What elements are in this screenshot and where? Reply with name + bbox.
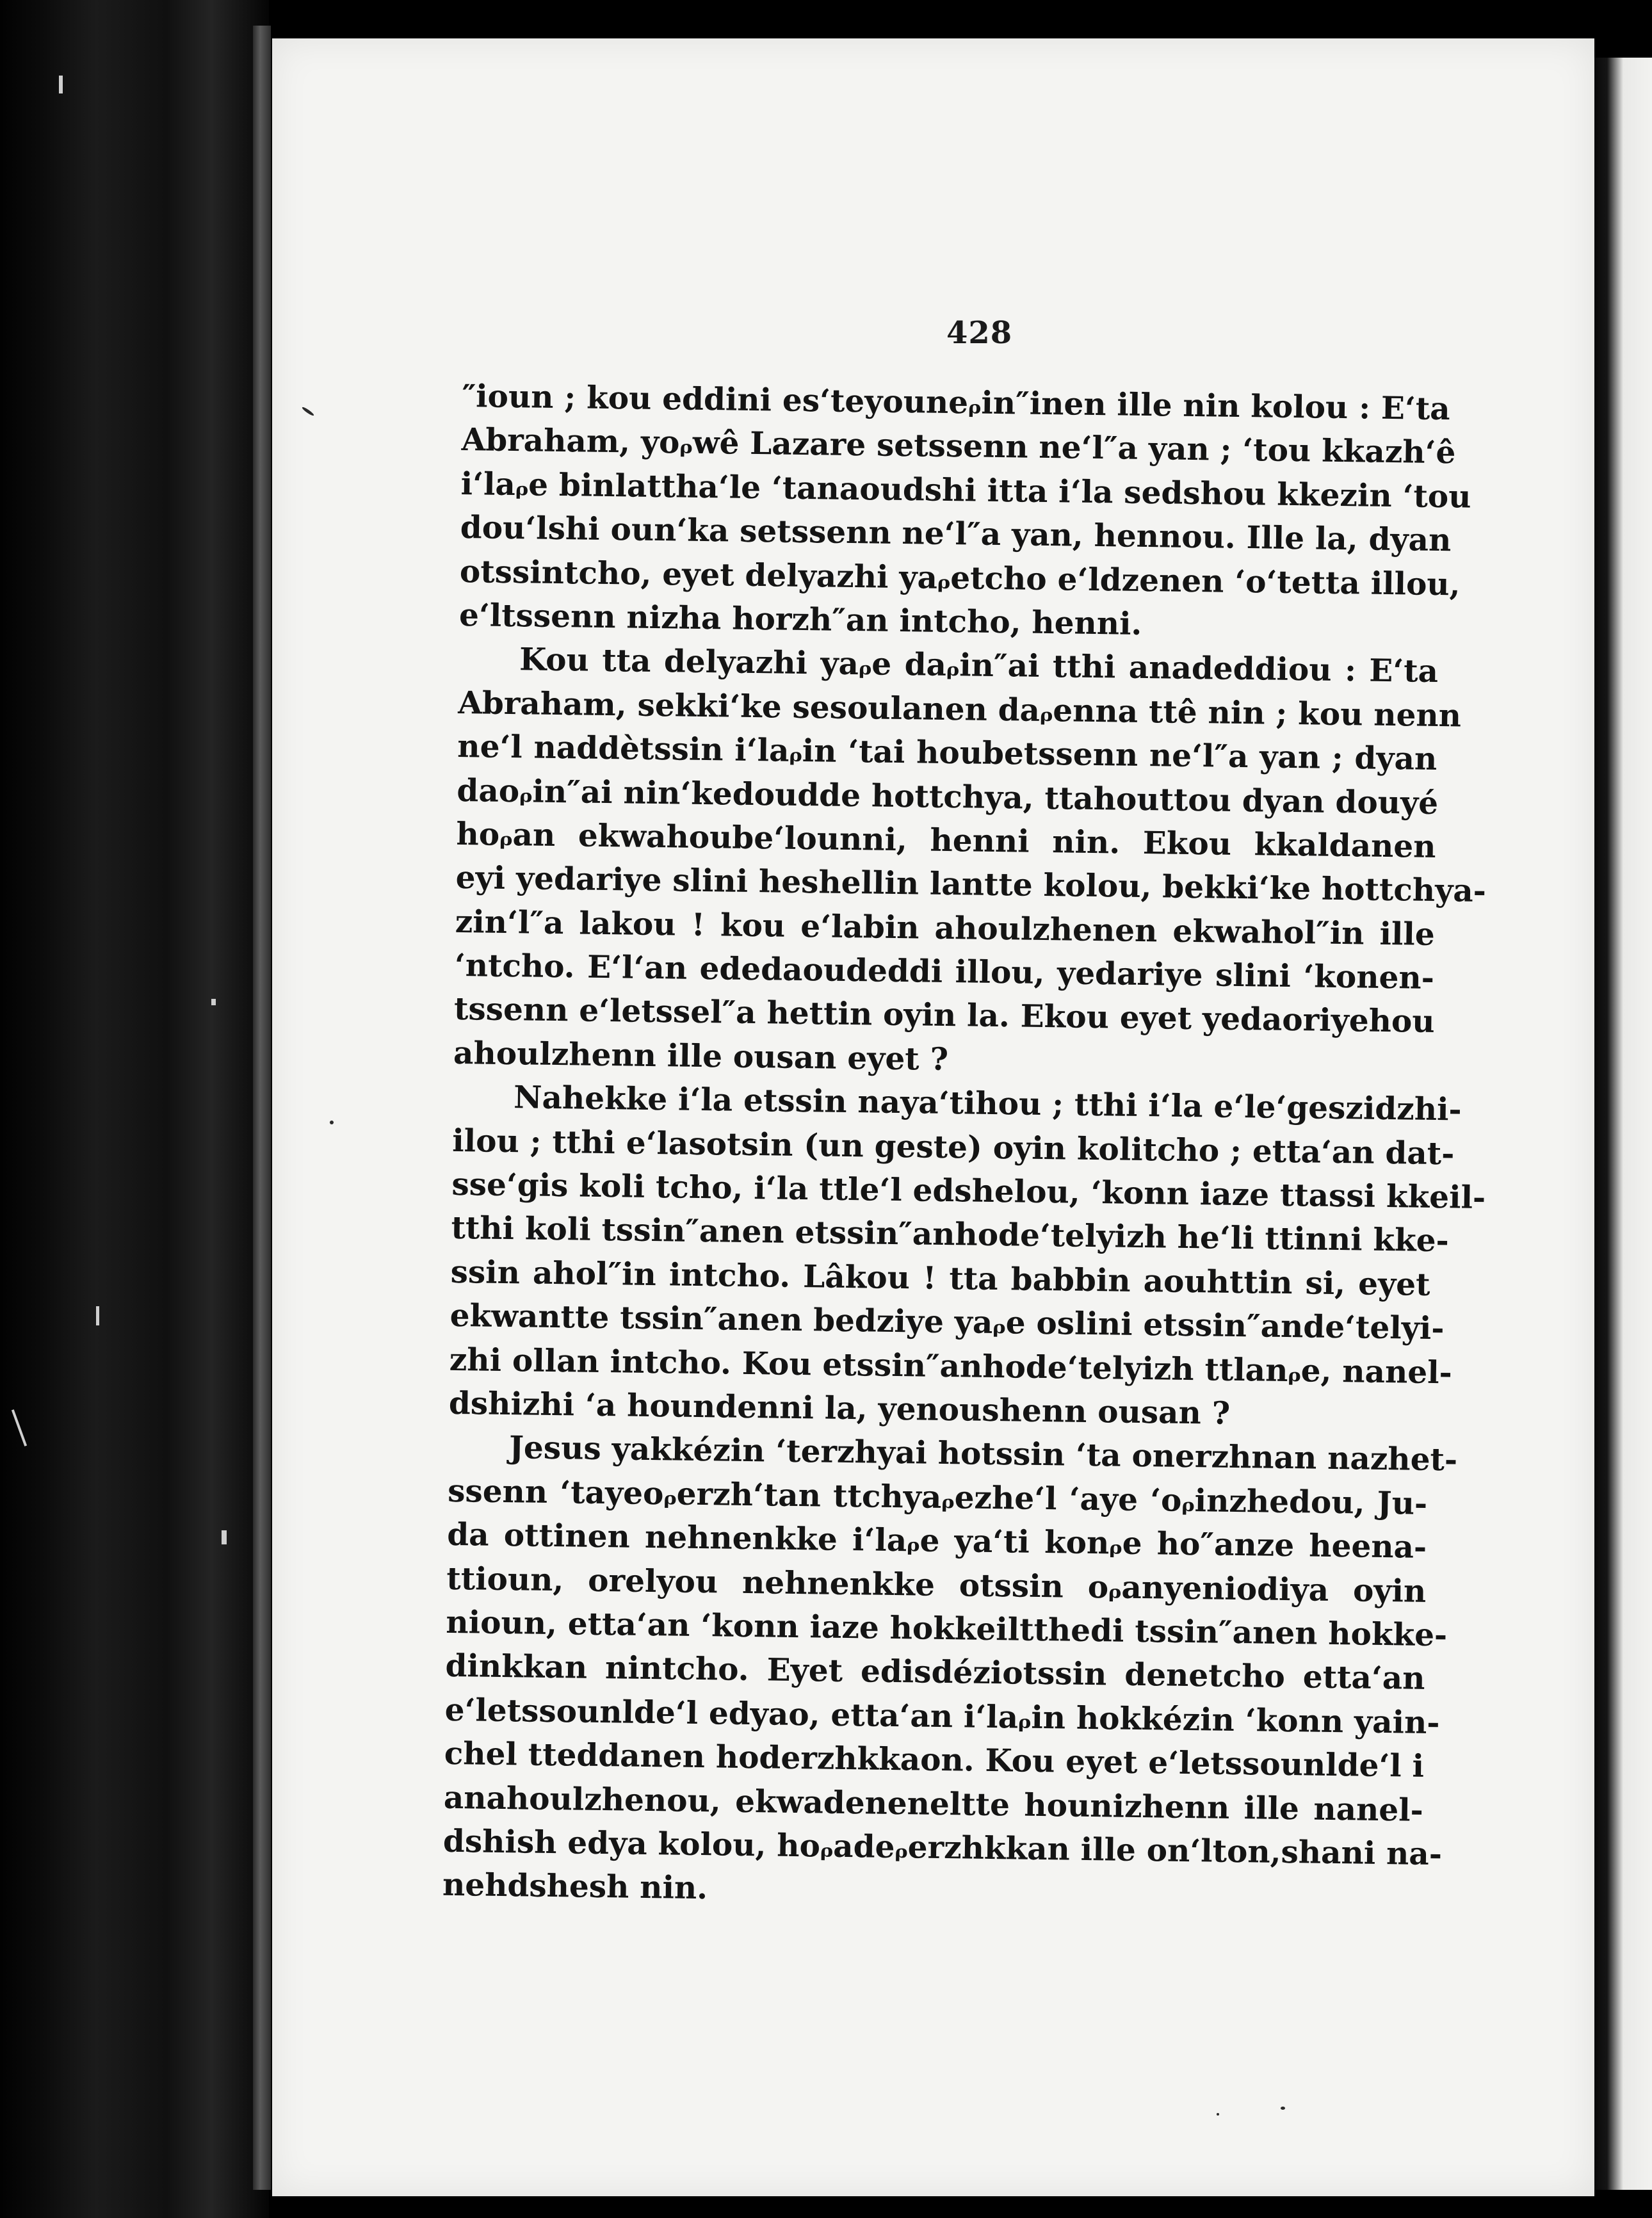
- text-line: tthi koli tssin″anen etssin″anhode‘telyizh he‘li ttinni kke-: [451, 1210, 1450, 1259]
- text-line: i‘laᵨe binlattha‘le ‘tanaoudshi itta i‘la sedshou kkezin ‘tou: [460, 465, 1471, 515]
- text-line: Abraham, yoᵨwê Lazare setssenn ne‘l″a yan ; ‘tou kkazh‘ê: [461, 421, 1456, 471]
- print-speck: [1281, 2107, 1285, 2110]
- page-number: 428: [946, 315, 1013, 351]
- text-line: ″ioun ; kou eddini es‘teyouneᵨin″inen ille nin kolou : E‘ta: [462, 377, 1451, 428]
- text-line: ne‘l naddètssin i‘laᵨin ‘tai houbetssenn ne‘l″a yan ; dyan: [457, 728, 1437, 778]
- text-line: eyi yedariye slini heshellin lantte kolou, bekki‘ke hottchya-: [455, 859, 1487, 910]
- text-line: dshish edya kolou, hoᵨadeᵨerzhkkan ille on‘lton,shani na-: [442, 1822, 1443, 1873]
- text-line: Abraham, sekki‘ke sesoulanen daᵨenna ttê nin ; kou nenn: [457, 684, 1462, 734]
- text-line: e‘letssounlde‘l edyao, etta‘an i‘laᵨin hokkézin ‘konn yain-: [444, 1691, 1440, 1741]
- cover-speck: [222, 1530, 227, 1544]
- paragraph: [453, 637, 1487, 1088]
- cover-speck: [96, 1306, 99, 1325]
- text-line: ttioun, orelyou nehnenkke otssin oᵨanyeniodiya oyin: [446, 1560, 1427, 1610]
- text-line: dinkkan nintcho. Eyet edisdéziotssin denetcho etta‘an: [445, 1647, 1425, 1697]
- text-line: daoᵨin″ai nin‘kedoudde hottchya, ttahouttou dyan douyé: [457, 772, 1439, 822]
- next-page-edge: [1594, 58, 1652, 2190]
- text-line: ahoulzhenn ille ousan eyet ?: [453, 1034, 949, 1078]
- text-line: tssenn e‘letssel″a hettin oyin la. Ekou eyet yedaoriyehou: [453, 991, 1435, 1040]
- text-line: zhi ollan intcho. Kou etssin″anhode‘telyizh ttlanᵨe, nanel-: [449, 1341, 1453, 1391]
- paragraph: [448, 1075, 1486, 1438]
- text-line: ssin ahol″in intcho. Lâkou ! tta babbin aouhttin si, eyet: [450, 1253, 1430, 1303]
- text-line: Nahekke i‘la etssin naya‘tihou ; tthi i‘la e‘le‘geszidzhi-: [513, 1079, 1462, 1128]
- text-line: e‘ltssenn nizha horzh″an intcho, henni.: [458, 596, 1142, 642]
- text-line: nioun, etta‘an ‘konn iaze hokkeiltthedi tssin″anen hokke-: [446, 1603, 1448, 1654]
- text-line: zin‘l″a lakou ! kou e‘labin ahoulzhenen ekwahol″in ille: [455, 903, 1436, 953]
- text-line: Jesus yakkézin ‘terzhyai hotssin ‘ta onerzhnan nazhet-: [508, 1429, 1458, 1478]
- text-line: chel tteddanen hoderzhkkaon. Kou eyet e‘letssounlde‘l i: [444, 1735, 1425, 1785]
- cover-binding-strip: [253, 26, 271, 2190]
- text-line: otssintcho, eyet delyazhi yaᵨetcho e‘ldzenen ‘o‘tetta illou,: [459, 553, 1461, 603]
- text-line: nehdshesh nin.: [442, 1866, 708, 1907]
- text-line: ilou ; tthi e‘lasotsin (un geste) oyin kolitcho ; etta‘an dat-: [451, 1122, 1455, 1172]
- paragraph: [442, 1425, 1458, 1920]
- text-line: dou‘lshi oun‘ka setssenn ne‘l″a yan, hennou. Ille la, dyan: [460, 509, 1452, 559]
- body-text: [442, 375, 1487, 1920]
- text-line: dshizhi ‘a houndenni la, yenoushenn ousan ?: [448, 1384, 1231, 1432]
- text-line: ssenn ‘tayeoᵨerzh‘tan ttchyaᵨezhe‘l ‘aye ‘oᵨinzhedou, Ju-: [447, 1472, 1428, 1522]
- text-line: sse‘gis koli tcho, i‘la ttle‘l edshelou, ‘konn iaze ttassi kkeil-: [451, 1165, 1486, 1217]
- text-line: Kou tta delyazhi yaᵨe daᵨin″ai tthi anadeddiou : E‘ta: [519, 641, 1439, 690]
- paragraph: [458, 375, 1471, 650]
- text-line: ekwantte tssin″anen bedziye yaᵨe oslini etssin″ande‘telyi-: [449, 1297, 1445, 1347]
- print-speck: [330, 1121, 334, 1124]
- text-line: da ottinen nehnenkke i‘laᵨe ya‘ti konᵨe ho″anze heena-: [446, 1516, 1427, 1566]
- cover-speck: [59, 76, 63, 93]
- print-speck: [1217, 2113, 1219, 2116]
- text-line: anahoulzhenou, ekwadeneneltte hounizhenn ille nanel-: [443, 1779, 1424, 1829]
- book-cover-edge: [0, 0, 269, 2218]
- text-line: ‘ntcho. E‘l‘an ededaoudeddi illou, yedariye slini ‘konen-: [454, 947, 1435, 997]
- cover-speck: [211, 999, 216, 1005]
- text-line: hoᵨan ekwahoube‘lounni, henni nin. Ekou kkaldanen: [456, 815, 1436, 865]
